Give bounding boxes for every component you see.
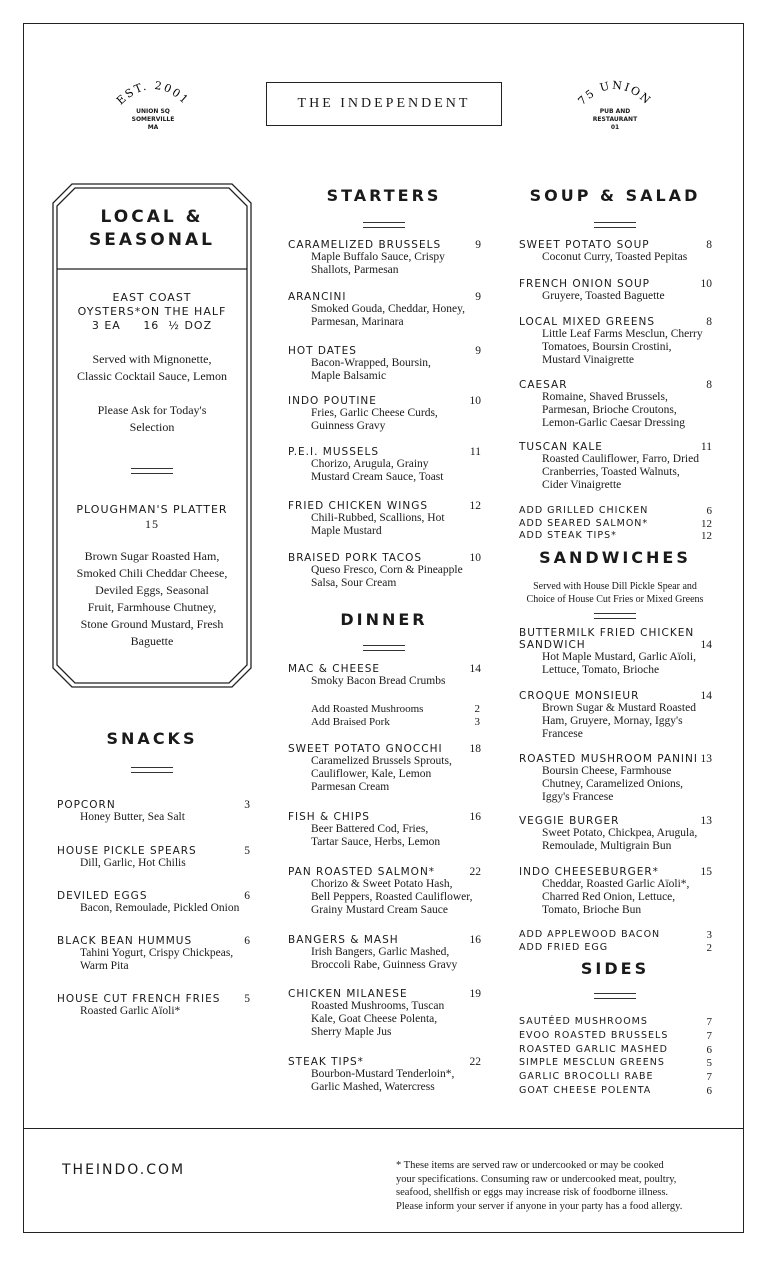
sandwiches-note-line: Choice of House Cut Fries or Mixed Greens xyxy=(526,594,704,605)
sandwich-item-price: 13 xyxy=(700,753,712,765)
side-item-price: 5 xyxy=(706,1057,712,1070)
soup-salad-addon-label: ADD SEARED SALMON* xyxy=(519,518,649,529)
ploughmans-price: 15 xyxy=(145,517,159,531)
sandwich-item xyxy=(519,627,712,677)
sandwich-item-description: Tomato, Brioche Bun xyxy=(542,904,642,916)
sandwich-addon-label: ADD FRIED EGG xyxy=(519,942,609,953)
side-item xyxy=(519,1057,712,1068)
dinner-addon-label: Add Roasted Mushrooms xyxy=(311,703,424,715)
starter-item-description: Salsa, Sour Cream xyxy=(311,577,397,589)
dinner-heading: DINNER xyxy=(340,610,428,629)
starter-item xyxy=(288,291,481,329)
snack-item-name: BLACK BEAN HUMMUS xyxy=(57,935,193,947)
dinner-item xyxy=(288,743,481,794)
soup-salad-item-description: Cranberries, Toasted Walnuts, xyxy=(542,466,680,478)
sandwich-item-name: BUTTERMILK FRIED CHICKEN xyxy=(519,627,695,639)
snack-item-price: 5 xyxy=(244,845,250,857)
sandwich-item xyxy=(519,690,712,741)
starter-item xyxy=(288,446,481,484)
dinner-item-description: Parmesan Cream xyxy=(311,781,390,793)
soup-salad-addon-label: ADD GRILLED CHICKEN xyxy=(519,505,649,516)
ploughmans-desc-line: Baguette xyxy=(130,634,174,648)
soup-salad-item-name: FRENCH ONION SOUP xyxy=(519,278,651,290)
oysters-line: OYSTERS*ON THE HALF xyxy=(77,305,227,318)
dinner-item-name: PAN ROASTED SALMON* xyxy=(288,866,436,878)
sandwich-item-description: Lettuce, Tomato, Brioche xyxy=(542,664,660,676)
sandwich-item-description: Boursin Cheese, Farmhouse xyxy=(542,765,672,777)
sandwich-item-description: Ham, Gruyere, Mornay, Iggy's xyxy=(542,715,683,727)
snack-item-price: 6 xyxy=(244,890,250,902)
starter-item xyxy=(288,552,481,590)
side-item-price: 7 xyxy=(706,1016,712,1028)
soup-salad-item-description: Tomatoes, Boursin Crostini, xyxy=(542,341,672,353)
snack-item-description: Roasted Garlic Aïoli* xyxy=(80,1005,181,1017)
dinner-item-description: Kale, Goat Cheese Polenta, xyxy=(311,1013,438,1025)
dinner-item-price: 19 xyxy=(469,988,481,1000)
starter-item-name: ARANCINI xyxy=(288,291,347,303)
starter-item-description: Parmesan, Marinara xyxy=(311,316,404,328)
starter-item xyxy=(288,500,481,538)
badge-left-arc xyxy=(108,78,198,108)
sandwich-item-price: 14 xyxy=(700,639,712,651)
soup-salad-addon-price: 12 xyxy=(701,518,712,530)
dinner-item-description: Smoky Bacon Bread Crumbs xyxy=(311,675,446,687)
dinner-item-price: 16 xyxy=(469,934,481,946)
soup-salad-item-description: Coconut Curry, Toasted Pepitas xyxy=(542,251,688,263)
dinner-item xyxy=(288,663,481,688)
dinner-addon-price: 2 xyxy=(474,703,480,715)
sandwich-item-description: Iggy's Francese xyxy=(542,791,614,803)
sandwich-addon-label: ADD APPLEWOOD BACON xyxy=(519,929,661,940)
dinner-item-name: FISH & CHIPS xyxy=(288,811,370,823)
snack-item xyxy=(57,799,250,824)
sandwich-item-name: VEGGIE BURGER xyxy=(519,815,620,827)
sandwich-addon-price: 3 xyxy=(706,929,712,941)
dinner-item-description: Bourbon-Mustard Tenderloin*, xyxy=(311,1068,455,1080)
website-link[interactable]: THEINDO.COM xyxy=(62,1162,186,1178)
starter-item-name: BRAISED PORK TACOS xyxy=(288,552,423,564)
starter-item-description: Smoked Gouda, Cheddar, Honey, xyxy=(311,303,466,315)
soup-salad-item xyxy=(519,316,712,367)
snack-item-price: 3 xyxy=(244,799,250,811)
soup-salad-item-name: SWEET POTATO SOUP xyxy=(519,239,650,251)
side-item xyxy=(519,1044,712,1055)
local-heading xyxy=(57,206,247,252)
ploughmans-description xyxy=(57,548,247,650)
side-item-price: 7 xyxy=(706,1029,712,1042)
disclaimer-line: your specifications. Consuming raw or undercooked meat, poultry, xyxy=(396,1173,677,1185)
soup-salad-item xyxy=(519,278,712,303)
ploughmans-name: PLOUGHMAN'S PLATTER xyxy=(76,503,228,516)
soup-salad-item xyxy=(519,441,712,492)
soup-salad-addon-label: ADD STEAK TIPS* xyxy=(519,530,617,541)
badge-right xyxy=(570,78,660,132)
soup-salad-item xyxy=(519,239,712,264)
ask-selection xyxy=(57,402,247,436)
sandwich-item-name: SANDWICH xyxy=(519,639,586,651)
soup-salad-item-description: Mustard Vinaigrette xyxy=(542,354,635,366)
sides-heading: SIDES xyxy=(580,959,650,978)
soup-salad-item-description: Lemon-Garlic Caesar Dressing xyxy=(542,417,686,429)
ploughmans-desc-line: Fruit, Farmhouse Chutney, xyxy=(87,600,217,614)
starter-item-price: 10 xyxy=(469,395,481,407)
soup-salad-item-name: LOCAL MIXED GREENS xyxy=(519,316,656,328)
starter-item-description: Queso Fresco, Corn & Pineapple xyxy=(311,564,463,576)
ask-line: Please Ask for Today's xyxy=(97,403,207,417)
dinner-item-name: SWEET POTATO GNOCCHI xyxy=(288,743,443,755)
starter-item-price: 12 xyxy=(469,500,481,512)
sandwich-item xyxy=(519,753,712,804)
sandwich-item-name: ROASTED MUSHROOM PANINI xyxy=(519,753,698,765)
badge-right-line: 01 xyxy=(610,124,620,131)
soup-salad-addon xyxy=(519,505,712,516)
soup-salad-item-description: Roasted Cauliflower, Farro, Dried xyxy=(542,453,699,465)
side-item-label: EVOO ROASTED BRUSSELS xyxy=(519,1029,669,1041)
svg-text:75 UNION: 75 UNION xyxy=(575,78,655,108)
svg-text:EST. 2001: EST. 2001 xyxy=(114,78,193,108)
ploughmans-desc-line: Stone Ground Mustard, Fresh xyxy=(80,617,224,631)
snack-item-description: Bacon, Remoulade, Pickled Onion xyxy=(80,902,240,914)
sandwich-addon xyxy=(519,929,712,940)
snacks-heading: SNACKS xyxy=(106,729,198,748)
side-item xyxy=(519,1030,712,1041)
soup-salad-addon xyxy=(519,518,712,529)
footer-divider xyxy=(23,1128,744,1129)
soup-salad-item-price: 8 xyxy=(706,379,712,391)
sandwich-item-description: Sweet Potato, Chickpea, Arugula, xyxy=(542,827,698,839)
dinner-item-description: Broccoli Rabe, Guinness Gravy xyxy=(311,959,458,971)
dinner-item-description: Cauliflower, Kale, Lemon xyxy=(311,768,432,780)
dinner-item-price: 16 xyxy=(469,811,481,823)
side-item-price: 6 xyxy=(706,1085,712,1097)
side-item-price: 7 xyxy=(706,1071,712,1084)
dinner-item-description: Sherry Maple Jus xyxy=(311,1026,392,1038)
starter-item-description: Maple Buffalo Sauce, Crispy xyxy=(311,251,445,263)
dinner-item-description: Chorizo & Sweet Potato Hash, xyxy=(311,878,453,890)
ask-line: Selection xyxy=(129,420,175,434)
dinner-item-description: Tartar Sauce, Herbs, Lemon xyxy=(311,836,441,848)
dinner-addon-price: 3 xyxy=(474,716,480,728)
sandwich-item-description: Hot Maple Mustard, Garlic Aïoli, xyxy=(542,651,696,663)
soup-salad-item-name: CAESAR xyxy=(519,379,568,391)
dinner-addon xyxy=(311,703,480,715)
local-heading-line: SEASONAL xyxy=(89,230,215,250)
dinner-item-price: 22 xyxy=(469,866,481,878)
dinner-item xyxy=(288,934,481,972)
divider xyxy=(594,222,636,228)
allergy-disclaimer xyxy=(396,1159,726,1213)
sandwich-item-description: Remoulade, Multigrain Bun xyxy=(542,840,672,852)
sandwich-item-name: INDO CHEESEBURGER* xyxy=(519,866,659,878)
sandwiches-note xyxy=(514,580,716,606)
badge-left-line: SOMERVILLE xyxy=(131,116,175,123)
side-item-label: ROASTED GARLIC MASHED xyxy=(519,1043,668,1055)
side-item-label: GOAT CHEESE POLENTA xyxy=(519,1085,652,1096)
starter-item-description: Bacon-Wrapped, Boursin, xyxy=(311,357,431,369)
snack-item-description: Tahini Yogurt, Crispy Chickpeas, xyxy=(80,947,234,959)
starter-item-price: 9 xyxy=(475,345,481,357)
divider xyxy=(594,613,636,619)
soup-salad-item-description: Parmesan, Brioche Croutons, xyxy=(542,404,677,416)
dinner-item-description: Bell Peppers, Roasted Cauliflower, xyxy=(311,891,473,903)
soup-salad-item-price: 10 xyxy=(700,278,712,290)
starter-item-description: Maple Mustard xyxy=(311,525,382,537)
badge-right-line: PUB AND xyxy=(599,108,631,115)
dinner-item-description: Garlic Mashed, Watercress xyxy=(311,1081,435,1093)
side-item xyxy=(519,1016,712,1027)
oysters-desc-line: Served with Mignonette, xyxy=(92,352,212,366)
divider xyxy=(594,993,636,999)
oysters-title xyxy=(57,291,247,333)
sandwich-item-price: 14 xyxy=(700,690,712,702)
starter-item-description: Chili-Rubbed, Scallions, Hot xyxy=(311,512,445,524)
starter-item-name: FRIED CHICKEN WINGS xyxy=(288,500,428,512)
starter-item-description: Fries, Garlic Cheese Curds, xyxy=(311,407,438,419)
sandwich-item-description: Cheddar, Roasted Garlic Aïoli*, xyxy=(542,878,690,890)
sandwich-addon-price: 2 xyxy=(706,942,712,954)
starter-item-description: Guinness Gravy xyxy=(311,420,386,432)
oysters-description xyxy=(57,351,247,385)
sandwich-item-price: 13 xyxy=(700,815,712,827)
starter-item-price: 9 xyxy=(475,291,481,303)
divider xyxy=(131,767,173,773)
dinner-item-description: Beer Battered Cod, Fries, xyxy=(311,823,429,835)
dinner-item-name: STEAK TIPS* xyxy=(288,1056,364,1068)
soup-salad-item xyxy=(519,379,712,430)
sandwich-item-description: Chutney, Caramelized Onions, xyxy=(542,778,684,790)
sandwich-item-description: Francese xyxy=(542,728,583,740)
dinner-item-price: 18 xyxy=(469,743,481,755)
starter-item-description: Chorizo, Arugula, Grainy xyxy=(311,458,429,470)
starter-item-price: 11 xyxy=(469,446,481,458)
ploughmans-desc-line: Deviled Eggs, Seasonal xyxy=(95,583,209,597)
dinner-item-price: 22 xyxy=(469,1056,481,1068)
dinner-item-name: BANGERS & MASH xyxy=(288,934,399,946)
local-heading-line: LOCAL & xyxy=(100,207,204,227)
starter-item-description: Shallots, Parmesan xyxy=(311,264,399,276)
snack-item-name: HOUSE CUT FRENCH FRIES xyxy=(57,993,221,1005)
sandwich-item-price: 15 xyxy=(700,866,712,878)
soup-salad-item-price: 8 xyxy=(706,239,712,251)
oysters-desc-line: Classic Cocktail Sauce, Lemon xyxy=(77,369,227,383)
badge-left-line: MA xyxy=(147,124,159,131)
disclaimer-line: Please inform your server if anyone in your party has a food allergy. xyxy=(396,1200,683,1212)
dinner-item-name: CHICKEN MILANESE xyxy=(288,988,408,1000)
snack-item xyxy=(57,890,250,915)
soup-salad-item-description: Cider Vinaigrette xyxy=(542,479,622,491)
starter-item-description: Mustard Cream Sauce, Toast xyxy=(311,471,444,483)
ploughmans-desc-line: Smoked Chili Cheddar Cheese, xyxy=(76,566,228,580)
badge-left-line: UNION SQ xyxy=(136,108,170,115)
snack-item xyxy=(57,935,250,973)
starters-heading: STARTERS xyxy=(326,186,442,205)
starter-item xyxy=(288,239,481,277)
starter-item-name: CARAMELIZED BRUSSELS xyxy=(288,239,442,251)
divider xyxy=(363,222,405,228)
soup-salad-item-price: 8 xyxy=(706,316,712,328)
starter-item xyxy=(288,345,481,383)
side-item xyxy=(519,1085,712,1096)
badge-right-line: RESTAURANT xyxy=(592,116,638,123)
side-item-label: GARLIC BROCOLLI RABE xyxy=(519,1071,654,1083)
snack-item-price: 5 xyxy=(244,993,250,1005)
dinner-item-description: Roasted Mushrooms, Tuscan xyxy=(311,1000,445,1012)
soup-salad-addon xyxy=(519,530,712,541)
soup-salad-addon-price: 6 xyxy=(706,505,712,517)
side-item-label: SAUTÉED MUSHROOMS xyxy=(519,1016,648,1027)
divider xyxy=(131,468,173,474)
badge-left xyxy=(108,78,198,132)
ploughmans-desc-line: Brown Sugar Roasted Ham, xyxy=(84,549,220,563)
side-item-label: SIMPLE MESCLUN GREENS xyxy=(519,1057,665,1069)
soup-salad-addon-price: 12 xyxy=(701,530,712,542)
dinner-item xyxy=(288,1056,481,1094)
starter-item xyxy=(288,395,481,433)
starter-item-description: Maple Balsamic xyxy=(311,370,387,382)
oysters-line: EAST COAST xyxy=(112,291,192,304)
sandwich-item xyxy=(519,815,712,853)
snack-item-price: 6 xyxy=(244,935,250,947)
snack-item xyxy=(57,993,250,1018)
snack-item-description: Warm Pita xyxy=(80,960,129,972)
snack-item xyxy=(57,845,250,870)
snack-item-description: Honey Butter, Sea Salt xyxy=(80,811,185,823)
soup-salad-item-description: Romaine, Shaved Brussels, xyxy=(542,391,668,403)
side-item-price: 6 xyxy=(706,1043,712,1056)
soup-salad-item-description: Little Leaf Farms Mesclun, Cherry xyxy=(542,328,703,340)
starter-item-name: HOT DATES xyxy=(288,345,357,357)
disclaimer-line: seafood, shellfish or eggs may increase risk of foodborne illness. xyxy=(396,1187,669,1198)
sandwich-item-description: Brown Sugar & Mustard Roasted xyxy=(542,702,696,714)
dinner-item-description: Caramelized Brussels Sprouts, xyxy=(311,755,452,767)
sandwich-addon xyxy=(519,942,712,953)
dinner-addon-label: Add Braised Pork xyxy=(311,716,390,728)
soup-salad-heading: SOUP & SALAD xyxy=(529,186,701,205)
soup-salad-item-name: TUSCAN KALE xyxy=(519,441,603,453)
soup-salad-item-description: Gruyere, Toasted Baguette xyxy=(542,290,665,302)
sandwich-item-description: Charred Red Onion, Lettuce, xyxy=(542,891,676,903)
snack-item-name: HOUSE PICKLE SPEARS xyxy=(57,845,197,857)
sandwiches-note-line: Served with House Dill Pickle Spear and xyxy=(533,581,697,592)
snack-item-name: POPCORN xyxy=(57,799,116,811)
starter-item-price: 9 xyxy=(475,239,481,251)
restaurant-title: THE INDEPENDENT xyxy=(266,82,502,126)
snack-item-name: DEVILED EGGS xyxy=(57,890,148,902)
dinner-item-description: Grainy Mustard Cream Sauce xyxy=(311,904,449,916)
soup-salad-item-price: 11 xyxy=(700,441,712,453)
disclaimer-line: * These items are served raw or undercooked or may be cooked xyxy=(396,1160,664,1171)
starter-item-price: 10 xyxy=(469,552,481,564)
badge-right-arc xyxy=(570,78,660,108)
oysters-price: 3 EA 16 ½ DOZ xyxy=(91,319,213,332)
sandwich-item xyxy=(519,866,712,917)
side-item xyxy=(519,1071,712,1082)
ploughmans-title xyxy=(57,503,247,531)
starter-item-name: INDO POUTINE xyxy=(288,395,377,407)
divider xyxy=(363,645,405,651)
sandwich-item-name: CROQUE MONSIEUR xyxy=(519,690,640,702)
dinner-item-price: 14 xyxy=(469,663,481,675)
dinner-item-name: MAC & CHEESE xyxy=(288,663,381,675)
dinner-addon xyxy=(311,716,480,728)
snack-item-description: Dill, Garlic, Hot Chilis xyxy=(80,857,186,869)
sandwiches-heading: SANDWICHES xyxy=(539,548,691,567)
dinner-item-description: Irish Bangers, Garlic Mashed, xyxy=(311,946,450,958)
dinner-item xyxy=(288,811,481,849)
dinner-item xyxy=(288,988,481,1039)
starter-item-name: P.E.I. MUSSELS xyxy=(288,446,380,458)
dinner-item xyxy=(288,866,481,917)
